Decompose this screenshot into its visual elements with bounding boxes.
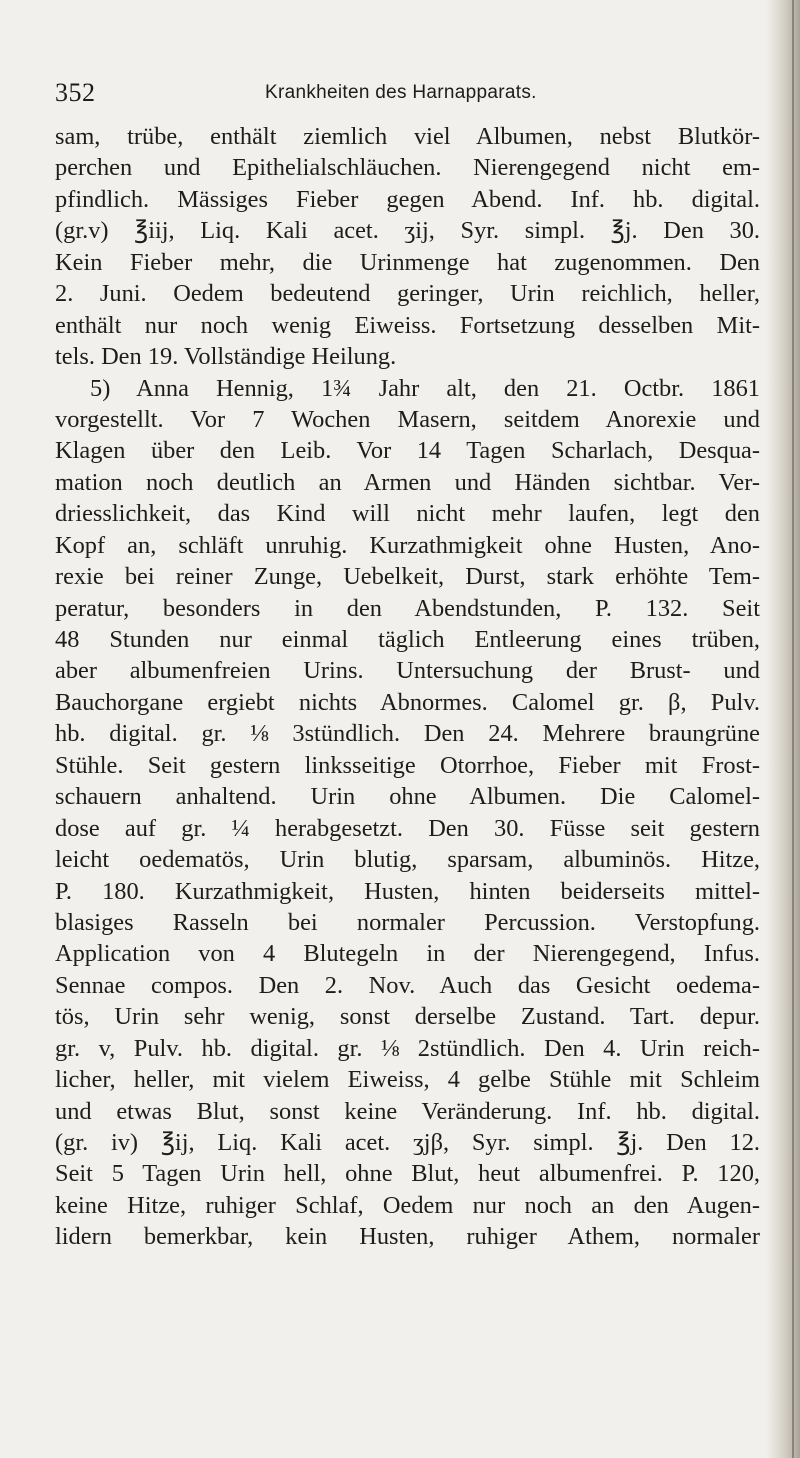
case-heading-line: 5) Anna Hennig, 1¾ Jahr alt, den 21. Octbr. 1861 bbox=[90, 374, 760, 402]
text-line: driesslichkeit, das Kind will nicht mehr laufen, legt den bbox=[55, 500, 760, 528]
text-line: sam, trübe, enthält ziemlich viel Albumen, nebst Blutkör- bbox=[55, 123, 760, 150]
text-line: hb. digital. gr. ⅛ 3stündlich. Den 24. Mehrere braungrüne bbox=[55, 720, 760, 748]
text-line: P. 180. Kurzathmigkeit, Husten, hinten beiderseits mittel- bbox=[55, 877, 760, 905]
page-header bbox=[55, 78, 745, 114]
text-line: Seit 5 Tagen Urin hell, ohne Blut, heut albumenfrei. P. 120, bbox=[55, 1160, 760, 1188]
text-line: pfindlich. Mässiges Fieber gegen Abend. Inf. hb. digital. bbox=[55, 185, 760, 213]
text-line: peratur, besonders in den Abendstunden, P. 132. Seit bbox=[55, 594, 760, 622]
text-line: Kein Fieber mehr, die Urinmenge hat zugenommen. Den bbox=[55, 248, 760, 276]
text-line: (gr.v) ℥iij, Liq. Kali acet. ʒij, Syr. simpl. ℥j. Den 30. bbox=[55, 217, 760, 245]
text-line: licher, heller, mit vielem Eiweiss, 4 gelbe Stühle mit Schleim bbox=[55, 1066, 760, 1094]
text-line: 48 Stunden nur einmal täglich Entleerung eines trüben, bbox=[55, 626, 760, 653]
text-line: Application von 4 Blutegeln in der Nierengegend, Infus. bbox=[55, 940, 760, 968]
text-line: enthält nur noch wenig Eiweiss. Fortsetzung desselben Mit- bbox=[55, 311, 760, 339]
text-line: mation noch deutlich an Armen und Händen sichtbar. Ver- bbox=[55, 468, 760, 496]
text-line: tös, Urin sehr wenig, sonst derselbe Zustand. Tart. depur. bbox=[55, 1003, 760, 1031]
text-line: gr. v, Pulv. hb. digital. gr. ⅛ 2stündlich. Den 4. Urin reich- bbox=[55, 1034, 760, 1062]
page-edge-line bbox=[792, 0, 794, 1458]
text-line: blasiges Rasseln bei normaler Percussion. Verstopfung. bbox=[55, 908, 760, 936]
text-line: aber albumenfreien Urins. Untersuchung der Brust- und bbox=[55, 657, 760, 685]
text-line: Klagen über den Leib. Vor 14 Tagen Scharlach, Desqua- bbox=[55, 437, 760, 465]
page-number: 352 bbox=[55, 78, 96, 107]
text-line: 2. Juni. Oedem bedeutend geringer, Urin reichlich, heller, bbox=[55, 280, 760, 308]
text-line: lidern bemerkbar, kein Husten, ruhiger Athem, normaler bbox=[55, 1223, 760, 1251]
running-title: Krankheiten des Harnapparats. bbox=[265, 82, 537, 103]
text-line: perchen und Epithelialschläuchen. Nierengegend nicht em- bbox=[55, 154, 760, 182]
text-line: tels. Den 19. Vollständige Heilung. bbox=[55, 343, 397, 371]
text-line: Bauchorgane ergiebt nichts Abnormes. Calomel gr. β, Pulv. bbox=[55, 688, 760, 716]
text-line: schauern anhaltend. Urin ohne Albumen. Die Calomel- bbox=[55, 783, 760, 811]
text-line: dose auf gr. ¼ herabgesetzt. Den 30. Füsse seit gestern bbox=[55, 814, 760, 842]
text-line: vorgestellt. Vor 7 Wochen Masern, seitdem Anorexie und bbox=[55, 405, 760, 433]
text-line: und etwas Blut, sonst keine Veränderung. Inf. hb. digital. bbox=[55, 1097, 760, 1125]
page-edge-shadow bbox=[766, 0, 800, 1458]
text-line: Sennae compos. Den 2. Nov. Auch das Gesicht oedema- bbox=[55, 971, 760, 999]
body-text bbox=[55, 121, 760, 1253]
text-line: leicht oedematös, Urin blutig, sparsam, albuminös. Hitze, bbox=[55, 846, 760, 874]
text-line: (gr. iv) ℥ij, Liq. Kali acet. ʒjβ, Syr. simpl. ℥j. Den 12. bbox=[55, 1129, 760, 1156]
text-line: Stühle. Seit gestern linksseitige Otorrhoe, Fieber mit Frost- bbox=[55, 751, 760, 779]
text-line: Kopf an, schläft unruhig. Kurzathmigkeit ohne Husten, Ano- bbox=[55, 531, 760, 559]
text-line: rexie bei reiner Zunge, Uebelkeit, Durst, stark erhöhte Tem- bbox=[55, 563, 760, 591]
text-line: keine Hitze, ruhiger Schlaf, Oedem nur noch an den Augen- bbox=[55, 1191, 760, 1219]
